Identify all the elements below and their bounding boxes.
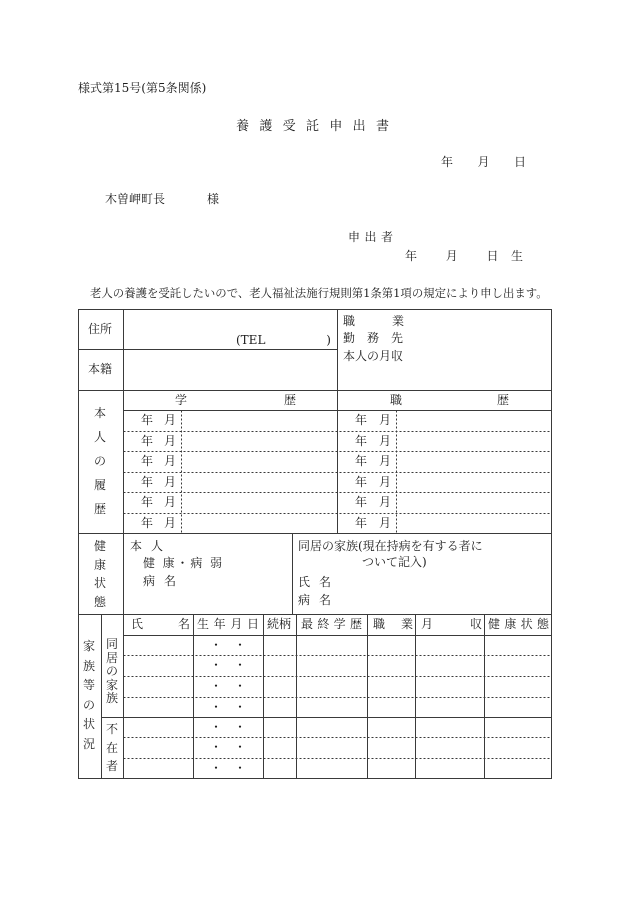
health-section-label: 健康状態 (94, 539, 107, 610)
cohabiting-family-label: 同居の家族 (106, 637, 119, 705)
career-row-year: 年 (355, 454, 368, 468)
career-row-month: 月 (379, 475, 392, 489)
addressee-honorific: 様 (207, 192, 220, 206)
domicile-label: 本籍 (88, 362, 113, 376)
career-header: 職 歴 (390, 393, 509, 407)
education-row-year: 年 (141, 516, 154, 530)
education-row-year: 年 (141, 434, 154, 448)
birth-date-placeholder: ・ ・ (210, 761, 246, 775)
education-row-month: 月 (164, 516, 177, 530)
family-member-disease-label: 病 名 (298, 593, 331, 607)
career-row-year: 年 (355, 434, 368, 448)
education-row-month: 月 (164, 413, 177, 427)
career-row-year: 年 (355, 495, 368, 509)
education-row-year: 年 (141, 495, 154, 509)
statement-text: 老人の養護を受託したいので、老人福祉法施行規則第1条第1項の規定により申し出ます。 (90, 286, 548, 300)
monthly-income-label: 本人の月収 (343, 349, 404, 363)
applicant-label: 申 出 者 (348, 230, 393, 244)
history-section-label: 本人の履歴 (94, 406, 107, 516)
career-row-month: 月 (379, 495, 392, 509)
cohabiting-family-health-label: 同居の家族(現在持病を有する者に (298, 539, 483, 553)
health-condition-options: 健 康・病 弱 (143, 556, 222, 570)
birth-date-placeholder: ・ ・ (210, 700, 246, 714)
column-header-education: 最 終 学 歴 (301, 617, 362, 631)
birth-date-placeholder: ・ ・ (210, 679, 246, 693)
column-header-monthly-income: 月 収 (421, 617, 482, 631)
career-row-year: 年 (355, 475, 368, 489)
submission-date-line: 年 月 日 (441, 155, 526, 169)
column-header-health-status: 健 康 状 態 (488, 617, 549, 631)
occupation-label: 職 業 (343, 314, 404, 328)
education-row-month: 月 (164, 454, 177, 468)
career-row-year: 年 (355, 413, 368, 427)
education-header: 学 歴 (175, 393, 296, 407)
education-row-year: 年 (141, 454, 154, 468)
column-header-relationship: 続柄 (267, 617, 292, 631)
applicant-birth-date-line: 年 月 日生 (405, 249, 523, 263)
column-header-birth-date: 生 年 月 日 (197, 617, 259, 631)
tel-label: (TEL ) (236, 333, 331, 347)
education-row-year: 年 (141, 413, 154, 427)
career-row-year: 年 (355, 516, 368, 530)
birth-date-placeholder: ・ ・ (210, 740, 246, 754)
form-number-label: 様式第15号(第5条関係) (78, 81, 207, 95)
addressee-name: 木曽岬町長 (105, 192, 166, 206)
birth-date-placeholder: ・ ・ (210, 638, 246, 652)
absent-members-label: 不在者 (106, 722, 119, 773)
career-row-month: 月 (379, 434, 392, 448)
workplace-label: 勤 務 先 (343, 331, 403, 345)
birth-date-placeholder: ・ ・ (210, 720, 246, 734)
education-row-month: 月 (164, 434, 177, 448)
column-header-occupation: 職 業 (373, 617, 413, 631)
family-section-label: 家族等の状況 (83, 639, 96, 751)
education-row-month: 月 (164, 475, 177, 489)
education-row-year: 年 (141, 475, 154, 489)
self-disease-label: 病 名 (143, 574, 176, 588)
birth-date-placeholder: ・ ・ (210, 658, 246, 672)
career-row-month: 月 (379, 413, 392, 427)
education-row-month: 月 (164, 495, 177, 509)
address-label: 住所 (88, 322, 113, 336)
career-row-month: 月 (379, 454, 392, 468)
column-header-name: 氏 名 (131, 617, 190, 631)
family-member-name-label: 氏 名 (298, 575, 331, 589)
self-health-label: 本 人 (130, 539, 163, 553)
career-row-month: 月 (379, 516, 392, 530)
cohabiting-family-health-note: ついて記入) (362, 555, 427, 569)
form-title: 養 護 受 託 申 出 書 (236, 119, 389, 134)
